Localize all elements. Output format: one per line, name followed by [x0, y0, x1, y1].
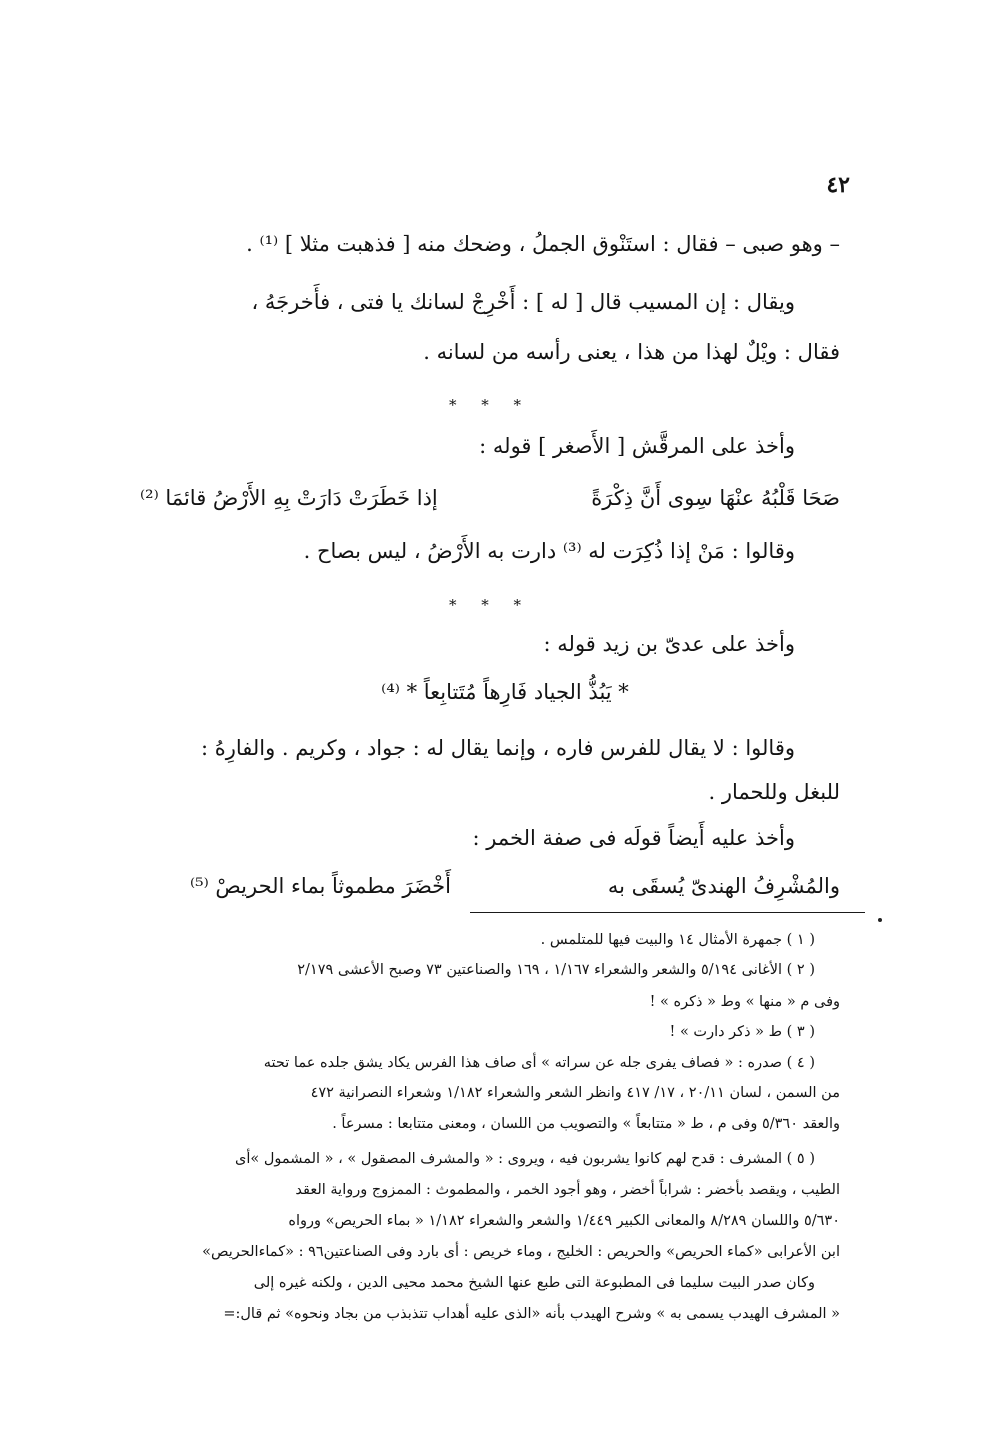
footnote-4-line-1: ( ٤ ) صدره : « فصاف يفرى جله عن سراته » أى صاف هذا الفرس يكاد يشق جلده عما تحته	[263, 1055, 815, 1071]
footnote-separator	[470, 912, 865, 913]
footnote-2-line-2: وفى م « منها » وط « ذكره » !	[649, 994, 840, 1010]
footnote-5-line-3: ٥/٦٣٠ واللسان ٨/٢٨٩ والمعانى الكبير ١/٤٤٩ والشعر والشعراء ١/١٨٢ « بماء الحريص» ورواه	[288, 1213, 840, 1229]
footnote-2-line-1: ( ٢ ) الأغانى ٥/١٩٤ والشعر والشعراء ١/١٦٧ ، ١٦٩ والصناعتين ٧٣ وصبح الأعشى ٢/١٧٩	[297, 962, 815, 978]
body-line-7: وقالوا : لا يقال للفرس فاره ، وإنما يقال له : جواد ، وكريم . والفارِهُ :	[200, 736, 795, 760]
section-separator: * * *	[448, 596, 532, 614]
footnote-4-line-3: والعقد ٥/٣٦٠ وفى م ، ط « متتابعاً » والتصويب من اللسان ، ومعنى متتابعا : مسرعاً .	[332, 1116, 840, 1132]
footnote-5-line-5: وكان صدر البيت سليما فى المطبوعة التى طبع عنها الشيخ محمد محيى الدين ، ولكنه غيره إلى	[253, 1275, 815, 1291]
body-line-2: ويقال : إن المسيب قال [ له ] : أَخْرِجْ لسانك يا فتى ، فأَخرجَهُ ،	[251, 290, 795, 314]
footnote-5-line-6: « المشرف الهيدب يسمى به » وشرح الهيدب بأنه «الذى عليه أهداب تتذبذب من بجاد ونحوه» ثم قال:=	[223, 1306, 840, 1322]
footnote-4-line-2: من السمن ، لسان ٢٠/١١ ، ١٧/ ٤١٧ وانظر الشعر والشعراء ١/١٨٢ وشعراء النصرانية ٤٧٢	[310, 1085, 840, 1101]
footnote-3: ( ٣ ) ط « ذكر دارت » !	[669, 1024, 815, 1040]
section-separator: * * *	[448, 396, 532, 414]
page-number: ٤٢	[826, 172, 850, 198]
footnote-1: ( ١ ) جمهرة الأمثال ١٤ والبيت فيها للمتلمس .	[540, 932, 815, 948]
body-line-9: وأخذ عليه أَيضاً قولَه فى صفة الخمر :	[472, 826, 795, 850]
body-line-1: – وهو صبى – فقال : استَنْوق الجملُ ، وضحك منه [ فذهبت مثلا ] ⁽¹⁾ .	[246, 232, 840, 256]
body-line-3: فقال : ويْلٌ لهذا من هذا ، يعنى رأسه من لسانه .	[423, 340, 840, 364]
body-line-8: للبغل وللحمار .	[708, 780, 840, 804]
footnote-5-line-2: الطيب ، ويقصد بأخضر : شراباً أخضر ، وهو أجود الخمر ، والمطموث : الممزوج ورواية العقد	[295, 1182, 840, 1198]
footnote-5-line-4: ابن الأعرابى «كماء الحريص» والحريص : الخليج ، وماء خريص : أى بارد وفى الصناعتين٩٦ : «كماءالحريص»	[202, 1244, 840, 1260]
body-line-5: وقالوا : مَنْ إذا ذُكِرَت له ⁽³⁾ دارت به الأَرْضُ ، ليس بصاح .	[303, 539, 795, 563]
margin-mark	[878, 918, 882, 922]
body-line-4: وأخذ على المرقَّش [ الأَصغر ] قوله :	[479, 434, 795, 458]
verse-hemistich-left: أَخْضَرَ مطموثاً بماء الحريصْ ⁽⁵⁾	[190, 874, 451, 898]
footnote-5-line-1: ( ٥ ) المشرف : قدح لهم كانوا يشربون فيه ، ويروى : « والمشرف المصقول » ، « المشمول »أى	[235, 1151, 815, 1167]
verse-hemistich-left: إذا خَطَرَتْ دَارَتْ بِهِ الأَرْضُ قائمَا ⁽²⁾	[140, 486, 438, 510]
body-line-6: وأخذ على عدىّ بن زيد قوله :	[543, 632, 795, 656]
verse-half-line: * يَبُذُّ الجياد فَارِهاً مُتَتابِعاً * ⁽⁴⁾	[381, 680, 629, 704]
verse-hemistich-right: والمُشْرِفُ الهندىّ يُسقَى به	[607, 874, 840, 898]
verse-hemistich-right: صَحَا قَلْبُهُ عنْهَا سِوى أَنَّ ذِكْرَةً	[591, 486, 840, 510]
